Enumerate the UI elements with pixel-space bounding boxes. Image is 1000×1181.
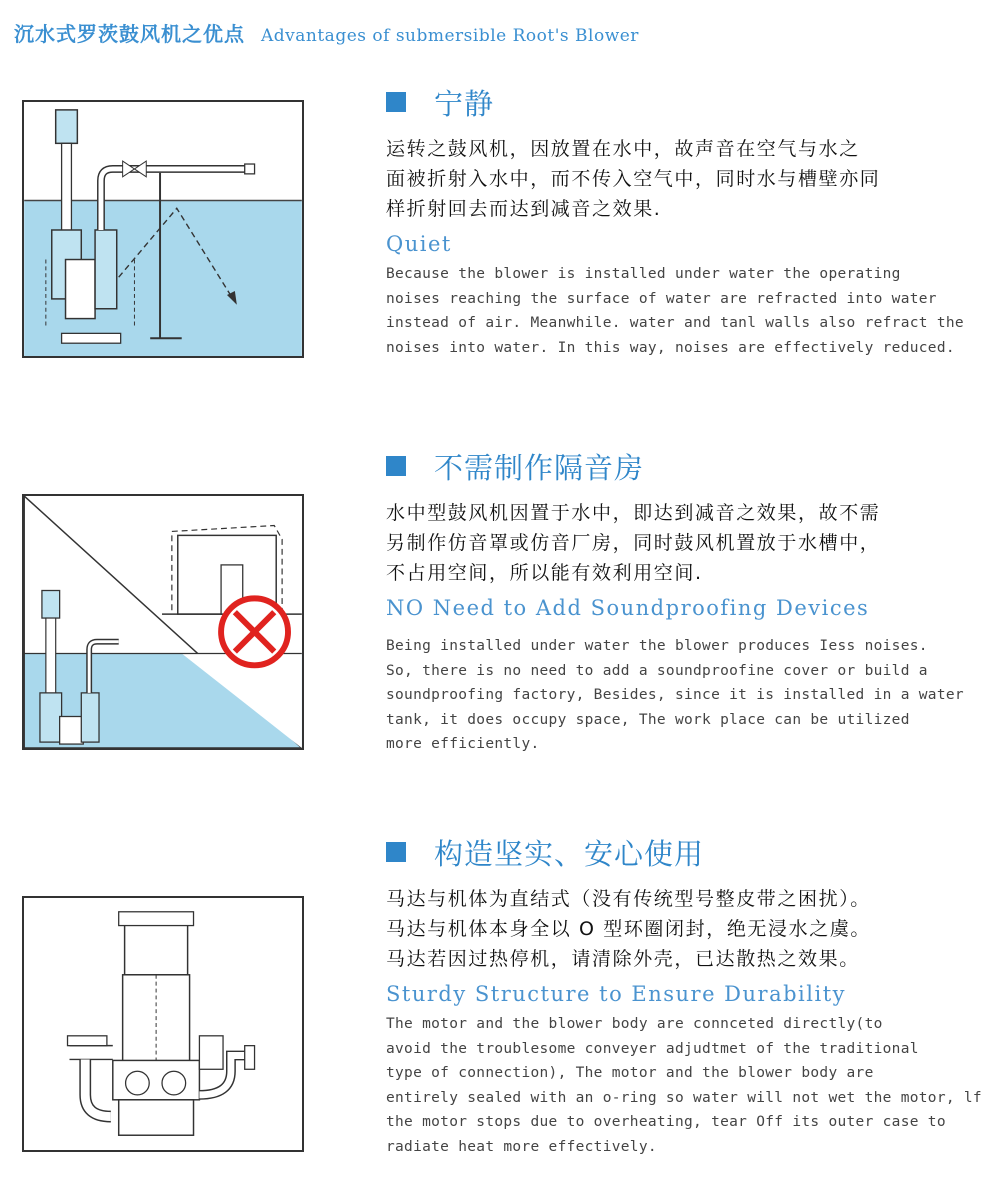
square-bullet-icon (386, 456, 406, 476)
body-en-line: the motor stops due to overheating, tear Off its outer case to (386, 1114, 946, 1130)
body-en-line: soundproofing factory, Besides, since it is installed in a water (386, 687, 964, 703)
blower-right-body (95, 230, 117, 309)
section-body-en (386, 1012, 986, 1159)
body-en-line: radiate heat more effectively. (386, 1138, 657, 1155)
section-title-cn: 不需制作隔音房 (434, 450, 645, 485)
body-en-line: entirely sealed with an o-ring so water will not wet the motor, lf (386, 1089, 982, 1106)
section-title-en: Sturdy Structure to Ensure Durability (386, 982, 846, 1006)
square-bullet-icon (386, 92, 406, 112)
page-title (14, 18, 639, 47)
section-header (386, 446, 986, 486)
section-header (386, 832, 986, 872)
blower-in-tank-diagram (24, 102, 302, 356)
body-en-line: The motor and the blower body are connceted directly(to (386, 1016, 883, 1032)
body-en-line: So, there is no need to add a soundproofine cover or build a (386, 662, 928, 679)
section-body-cn (386, 498, 986, 588)
section-body-en (386, 634, 986, 757)
body-en-line: type of connection), The motor and the blower body are (386, 1065, 874, 1081)
body-cn-line: 马达若因过热停机，请清除外壳，已达散热之效果。 (386, 948, 860, 970)
section-body-cn (386, 134, 986, 224)
body-cn-line: 运转之鼓风机，因放置在水中，故声音在空气与水之 (386, 138, 860, 160)
body-cn-line: 马达与机体为直结式（没有传统型号整皮带之困扰）。 (386, 888, 871, 910)
no-room-diagram (24, 496, 302, 748)
body-cn-line: 样折射回去而达到减音之效果. (386, 198, 662, 220)
section-body-cn (386, 884, 986, 974)
section-sturdy-structure (386, 832, 986, 1159)
section-title-cn: 构造坚实、安心使用 (434, 836, 705, 871)
body-en-line: noises into water. In this way, noises are effectively reduced. (386, 339, 955, 356)
page-title-cn: 沉水式罗茨鼓风机之优点 (14, 22, 245, 46)
blower-cross-section-diagram (24, 898, 302, 1150)
body-en-line: Because the blower is installed under water the operating (386, 266, 901, 282)
quiet-illustration (22, 100, 304, 358)
section-title-cn: 宁静 (434, 86, 495, 121)
square-bullet-icon (386, 842, 406, 862)
section-quiet (386, 82, 986, 360)
no-soundproof-illustration (22, 494, 304, 750)
section-header (386, 82, 986, 122)
blower-base (62, 333, 121, 343)
body-en-line: instead of air. Meanwhile. water and tanl walls also refract the (386, 315, 964, 331)
motor-cap (56, 110, 78, 143)
body-cn-line: 水中型鼓风机因置于水中，即达到减音之效果，故不需 (386, 502, 881, 524)
page-title-en: Advantages of submersible Root's Blower (261, 26, 639, 46)
body-cn-line: 不占用空间，所以能有效利用空间. (386, 562, 703, 584)
blower-core (66, 260, 96, 319)
section-title-en: NO Need to Add Soundproofing Devices (386, 596, 870, 620)
section-title-en: Quiet (386, 232, 452, 256)
section-no-soundproof-room (386, 446, 986, 757)
section-body-en (386, 262, 986, 360)
body-en-line: more efficiently. (386, 736, 540, 752)
body-en-line: tank, it does occupy space, The work place can be utilized (386, 711, 910, 728)
body-cn-line: 马达与机体本身全以 O 型环圈闭封，绝无浸水之虞。 (386, 918, 872, 940)
body-cn-line: 面被折射入水中，而不传入空气中，同时水与槽壁亦同 (386, 168, 881, 190)
sturdy-structure-illustration (22, 896, 304, 1152)
body-cn-line: 另制作仿音罩或仿音厂房，同时鼓风机置放于水槽中， (386, 532, 881, 554)
body-en-line: noises reaching the surface of water are refracted into water (386, 290, 937, 307)
body-en-line: Being installed under water the blower produces Iess noises. (386, 638, 928, 654)
motor-shaft (62, 143, 72, 232)
body-en-line: avoid the troublesome conveyer adjudtmet of the traditional (386, 1040, 919, 1057)
